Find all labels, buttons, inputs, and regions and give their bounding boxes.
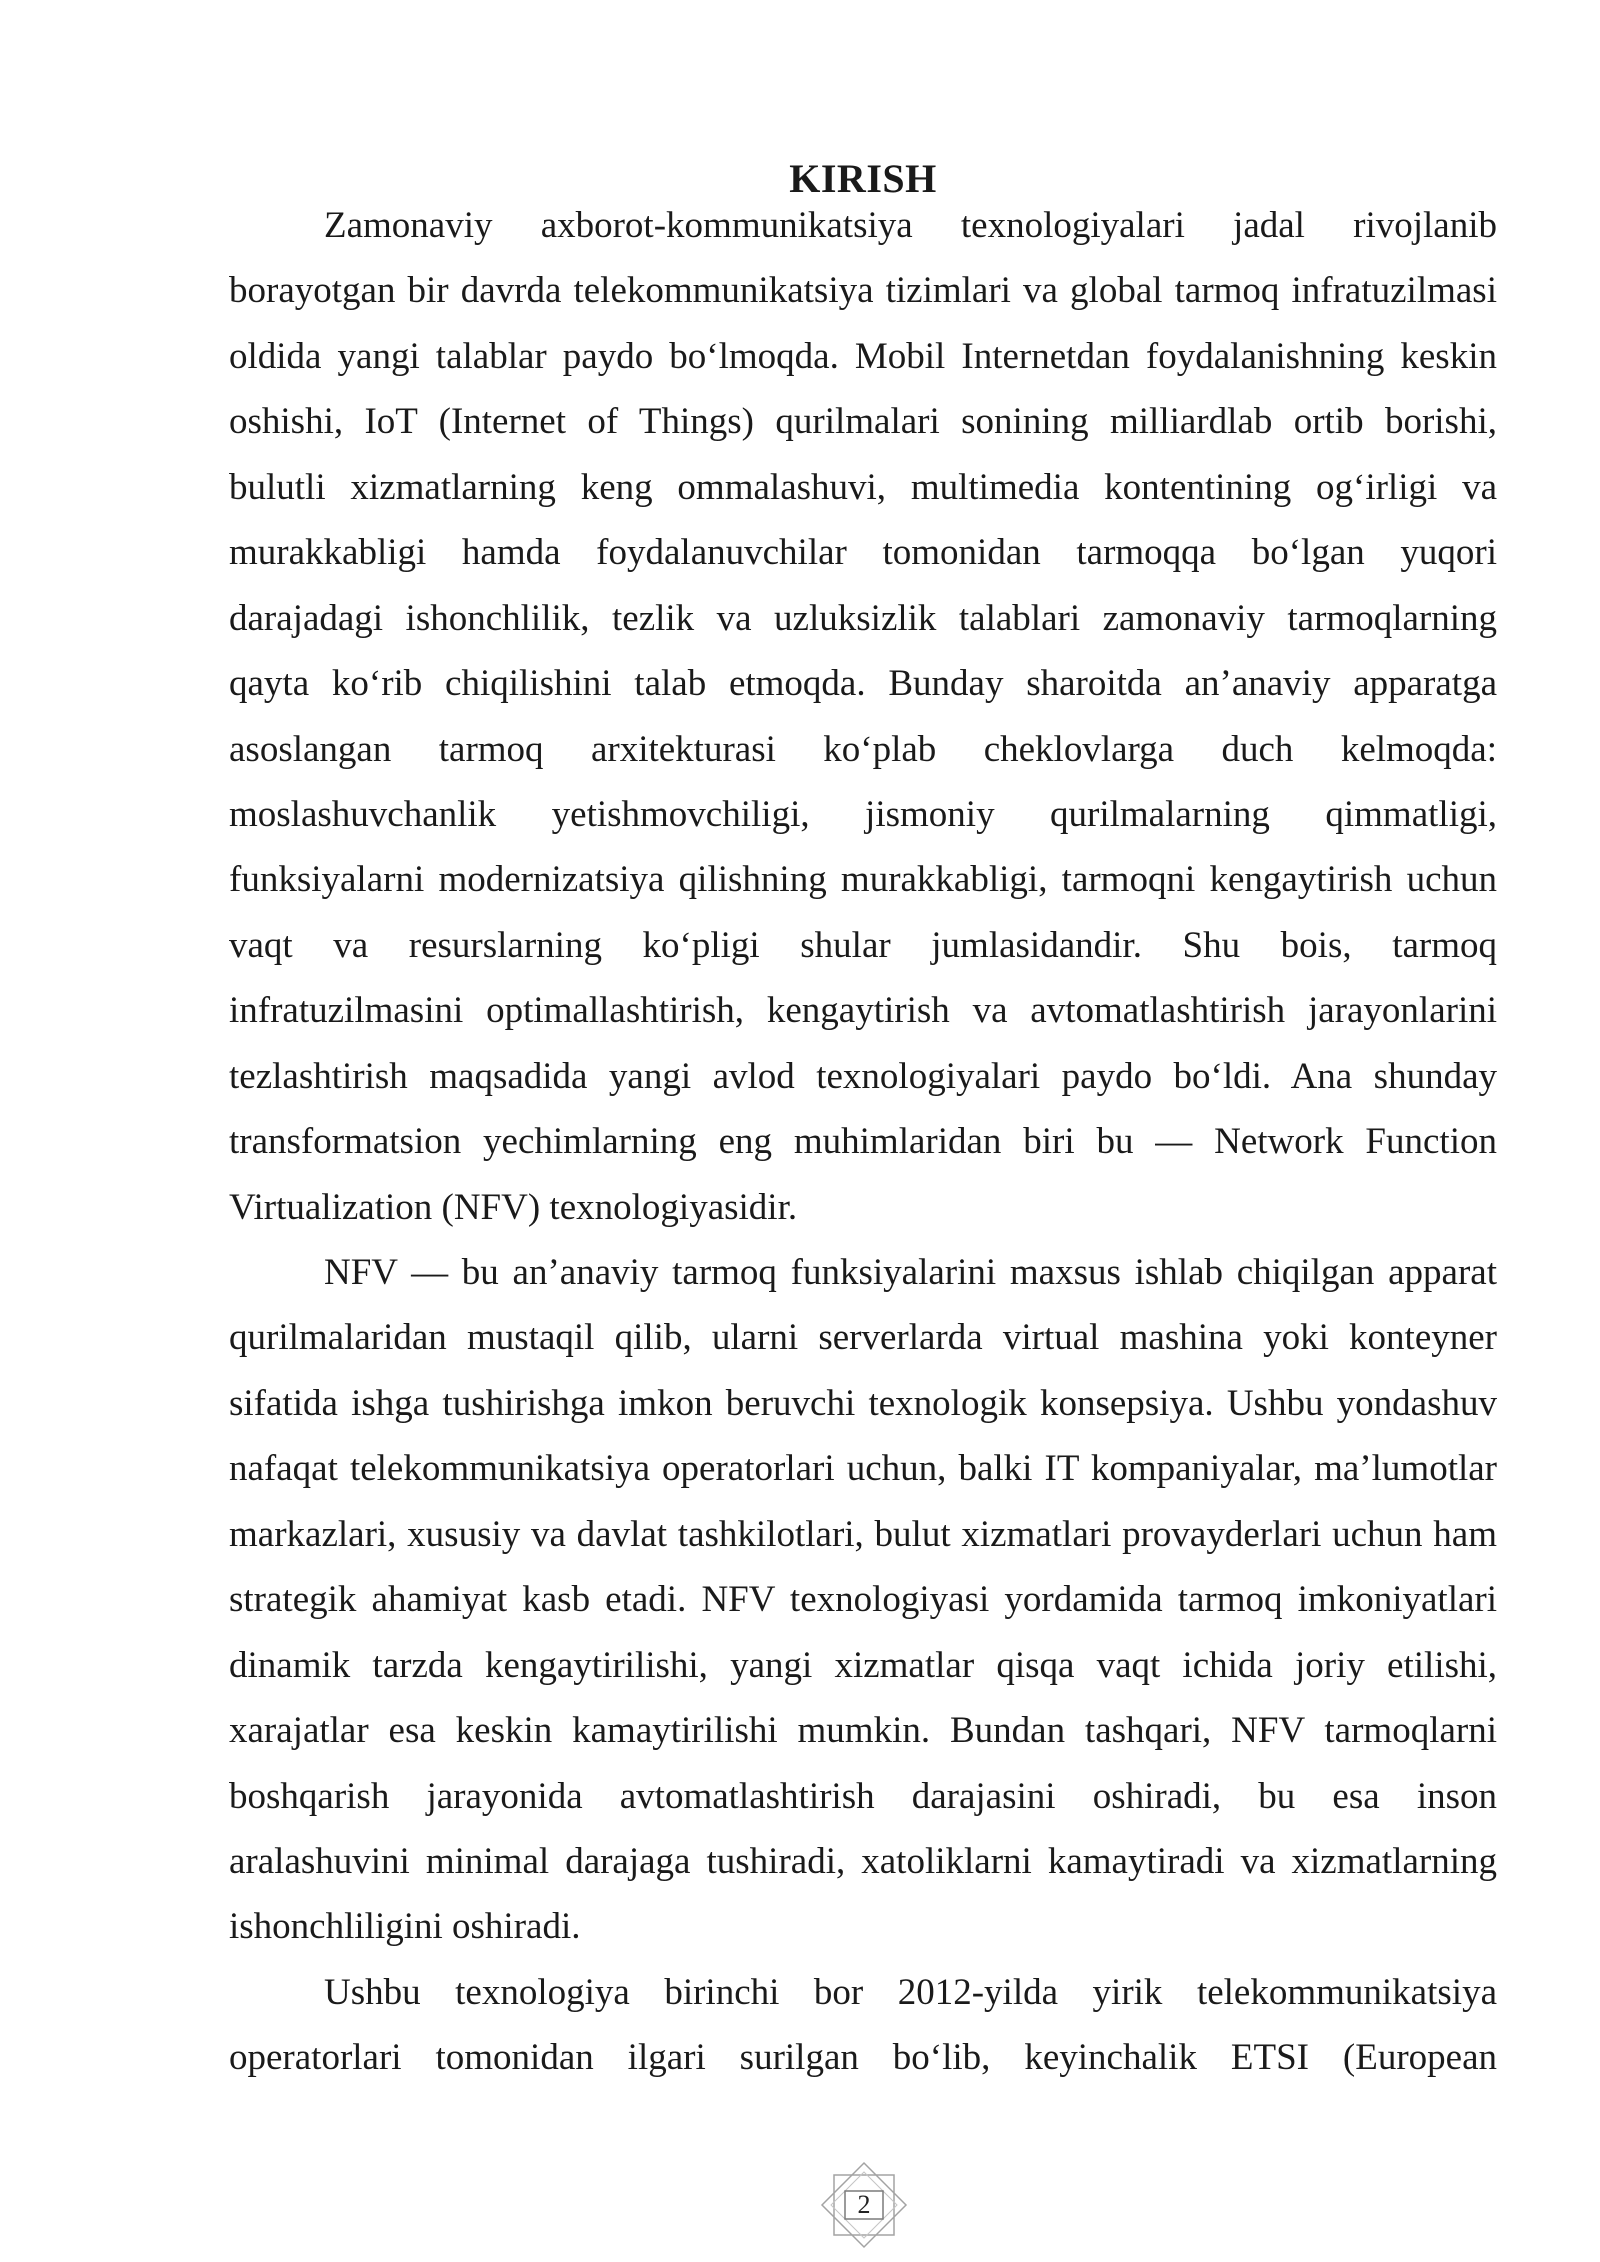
text-line: strategik ahamiyat kasb etadi. NFV texnologiyasi yordamida tarmoq imkoniyatlari bbox=[229, 1579, 1497, 1621]
text-line: oldida yangi talablar paydo bo‘lmoqda. Mobil Internetdan foydalanishning keskin bbox=[229, 335, 1497, 377]
text-line: bulutli xizmatlarning keng ommalashuvi, multimedia kontentining og‘irligi va bbox=[229, 466, 1497, 508]
text-line: ishonchliligini oshiradi. bbox=[229, 1906, 581, 1948]
text-line: infratuzilmasini optimallashtirish, kengaytirish va avtomatlashtirish jarayonlarini bbox=[229, 990, 1497, 1032]
page-number-box bbox=[819, 2160, 909, 2250]
text-line: NFV — bu an’anaviy tarmoq funksiyalarini maxsus ishlab chiqilgan apparat bbox=[324, 1252, 1497, 1293]
text-line: nafaqat telekommunikatsiya operatorlari uchun, balki IT kompaniyalar, ma’lumotlar bbox=[229, 1448, 1497, 1490]
text-line: Ushbu texnologiya birinchi bor 2012-yilda yirik telekommunikatsiya bbox=[324, 1971, 1497, 2013]
text-line: aralashuvini minimal darajaga tushiradi, xatoliklarni kamaytiradi va xizmatlarning bbox=[229, 1840, 1497, 1882]
paragraph bbox=[229, 1960, 1497, 2091]
text-line: moslashuvchanlik yetishmovchiligi, jismoniy qurilmalarning qimmatligi, bbox=[229, 793, 1497, 835]
text-line: murakkabligi hamda foydalanuvchilar tomonidan tarmoqqa bo‘lgan yuqori bbox=[229, 532, 1497, 574]
text-line: Zamonaviy axborot-kommunikatsiya texnologiyalari jadal rivojlanib bbox=[324, 205, 1497, 246]
text-line: xarajatlar esa keskin kamaytirilishi mumkin. Bundan tashqari, NFV tarmoqlarni bbox=[229, 1710, 1497, 1752]
text-line: borayotgan bir davrda telekommunikatsiya tizimlari va global tarmoq infratuzilmasi bbox=[229, 270, 1497, 312]
text-line: qayta ko‘rib chiqilishini talab etmoqda. Bunday sharoitda an’anaviy apparatga bbox=[229, 663, 1497, 705]
paragraph bbox=[229, 1240, 1497, 1960]
text-line: transformatsion yechimlarning eng muhimlaridan biri bu — Network Function bbox=[229, 1121, 1497, 1163]
text-line: darajadagi ishonchlilik, tezlik va uzluksizlik talablari zamonaviy tarmoqlarning bbox=[229, 597, 1497, 639]
text-line: tezlashtirish maqsadida yangi avlod texnologiyalari paydo bo‘ldi. Ana shunday bbox=[229, 1055, 1497, 1097]
text-line: oshishi, IoT (Internet of Things) qurilmalari sonining milliardlab ortib borishi, bbox=[229, 401, 1497, 443]
text-line: operatorlari tomonidan ilgari surilgan bo‘lib, keyinchalik ETSI (European bbox=[229, 2037, 1497, 2079]
paragraph bbox=[229, 193, 1497, 1240]
page-title: KIRISH bbox=[789, 156, 937, 201]
text-line: vaqt va resurslarning ko‘pligi shular jumlasidandir. Shu bois, tarmoq bbox=[229, 924, 1497, 966]
page-number: 2 bbox=[857, 2190, 871, 2219]
text-line: Virtualization (NFV) texnologiyasidir. bbox=[229, 1186, 798, 1228]
text-line: funksiyalarni modernizatsiya qilishning murakkabligi, tarmoqni kengaytirish uchun bbox=[229, 859, 1497, 901]
body-text bbox=[229, 193, 1497, 2091]
text-line: boshqarish jarayonida avtomatlashtirish darajasini oshiradi, bu esa inson bbox=[229, 1775, 1497, 1817]
text-line: qurilmalaridan mustaqil qilib, ularni serverlarda virtual mashina yoki konteyner bbox=[229, 1317, 1497, 1359]
text-line: sifatida ishga tushirishga imkon beruvchi texnologik konsepsiya. Ushbu yondashuv bbox=[229, 1382, 1497, 1424]
text-line: asoslangan tarmoq arxitekturasi ko‘plab cheklovlarga duch kelmoqda: bbox=[229, 728, 1497, 770]
text-line: dinamik tarzda kengaytirilishi, yangi xizmatlar qisqa vaqt ichida joriy etilishi, bbox=[229, 1644, 1497, 1686]
text-line: markazlari, xususiy va davlat tashkilotlari, bulut xizmatlari provayderlari uchun ham bbox=[229, 1513, 1497, 1555]
